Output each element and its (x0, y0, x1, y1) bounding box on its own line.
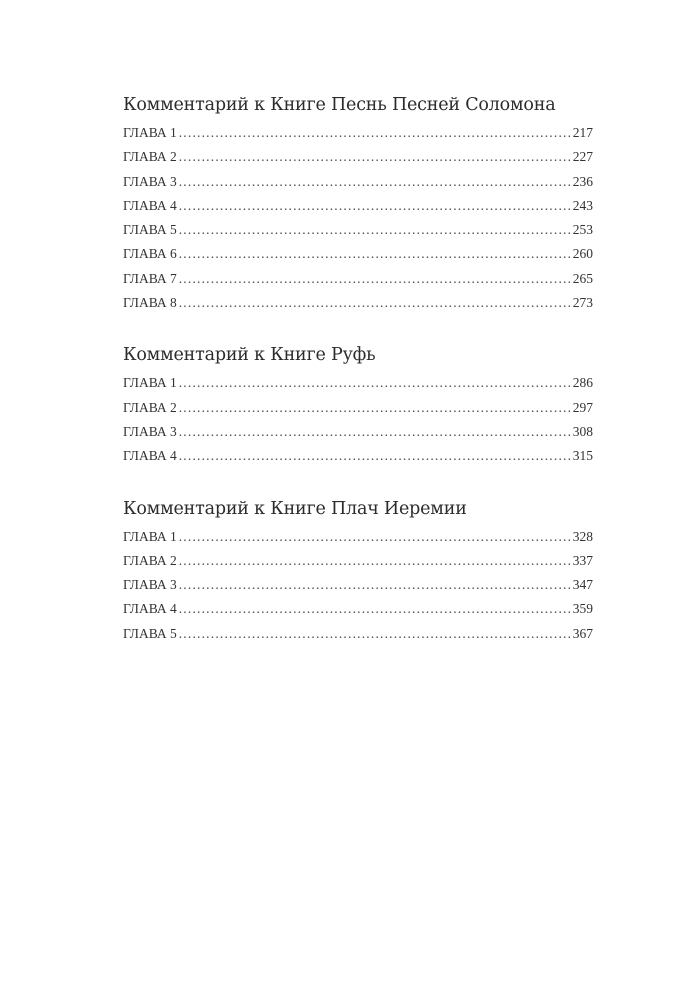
page-number: 243 (572, 197, 593, 213)
toc-section-lamentations (123, 496, 593, 646)
toc-entry[interactable] (123, 396, 593, 420)
page-number: 260 (572, 246, 593, 262)
toc-section-song-of-songs (123, 92, 593, 315)
chapter-label: ГЛАВА 2 (123, 149, 177, 165)
chapter-label: ГЛАВА 1 (123, 375, 177, 391)
toc-entry[interactable] (123, 444, 593, 468)
page-number: 308 (572, 423, 593, 439)
chapter-label: ГЛАВА 5 (123, 222, 177, 238)
chapter-label: ГЛАВА 5 (123, 625, 177, 641)
toc-entry[interactable] (123, 121, 593, 145)
dot-leader (179, 170, 571, 194)
dot-leader (179, 597, 571, 621)
page-number: 367 (572, 625, 593, 641)
page-number: 253 (572, 222, 593, 238)
page-number: 265 (572, 270, 593, 286)
page-number: 273 (572, 295, 593, 311)
dot-leader (179, 525, 571, 549)
page-number: 297 (572, 399, 593, 415)
dot-leader (179, 291, 571, 315)
dot-leader (179, 549, 571, 573)
chapter-label: ГЛАВА 3 (123, 173, 177, 189)
table-of-contents (123, 92, 593, 673)
chapter-label: ГЛАВА 4 (123, 448, 177, 464)
toc-entry[interactable] (123, 420, 593, 444)
page-number: 227 (572, 149, 593, 165)
section-title: Комментарий к Книге Руфь (123, 345, 376, 366)
toc-entry[interactable] (123, 371, 593, 395)
dot-leader (179, 194, 571, 218)
chapter-label: ГЛАВА 4 (123, 197, 177, 213)
toc-entry[interactable] (123, 291, 593, 315)
page-number: 328 (572, 528, 593, 544)
chapter-label: ГЛАВА 7 (123, 270, 177, 286)
chapter-label: ГЛАВА 8 (123, 295, 177, 311)
page-number: 347 (572, 577, 593, 593)
dot-leader (179, 622, 571, 646)
toc-entry[interactable] (123, 267, 593, 291)
toc-entry[interactable] (123, 194, 593, 218)
page-number: 217 (572, 125, 593, 140)
page-number: 315 (572, 448, 593, 464)
toc-entry[interactable] (123, 525, 593, 549)
toc-entry[interactable] (123, 573, 593, 597)
toc-entry[interactable] (123, 549, 593, 573)
dot-leader (179, 267, 571, 291)
section-title: Комментарий к Книге Плач Иеремии (123, 498, 467, 519)
dot-leader (179, 218, 571, 242)
dot-leader (179, 242, 571, 266)
dot-leader (179, 420, 571, 444)
chapter-label: ГЛАВА 3 (123, 423, 177, 439)
chapter-label: ГЛАВА 1 (123, 528, 177, 544)
page-number: 286 (572, 375, 593, 391)
dot-leader (179, 371, 571, 395)
chapter-label: ГЛАВА 1 (123, 125, 177, 140)
toc-entry[interactable] (123, 597, 593, 621)
chapter-label: ГЛАВА 2 (123, 552, 177, 568)
dot-leader (179, 444, 571, 468)
toc-entry[interactable] (123, 622, 593, 646)
chapter-label: ГЛАВА 2 (123, 399, 177, 415)
toc-entry[interactable] (123, 242, 593, 266)
dot-leader (179, 145, 571, 169)
chapter-label: ГЛАВА 3 (123, 577, 177, 593)
page-number: 236 (572, 173, 593, 189)
toc-entry[interactable] (123, 145, 593, 169)
page-number: 337 (572, 552, 593, 568)
dot-leader (179, 573, 571, 597)
toc-section-ruth (123, 342, 593, 468)
toc-entry[interactable] (123, 218, 593, 242)
dot-leader (179, 396, 571, 420)
section-title: Комментарий к Книге Песнь Песней Соломона (123, 95, 556, 115)
dot-leader (179, 121, 571, 145)
page-number: 359 (572, 601, 593, 617)
chapter-label: ГЛАВА 4 (123, 601, 177, 617)
chapter-label: ГЛАВА 6 (123, 246, 177, 262)
toc-entry[interactable] (123, 170, 593, 194)
